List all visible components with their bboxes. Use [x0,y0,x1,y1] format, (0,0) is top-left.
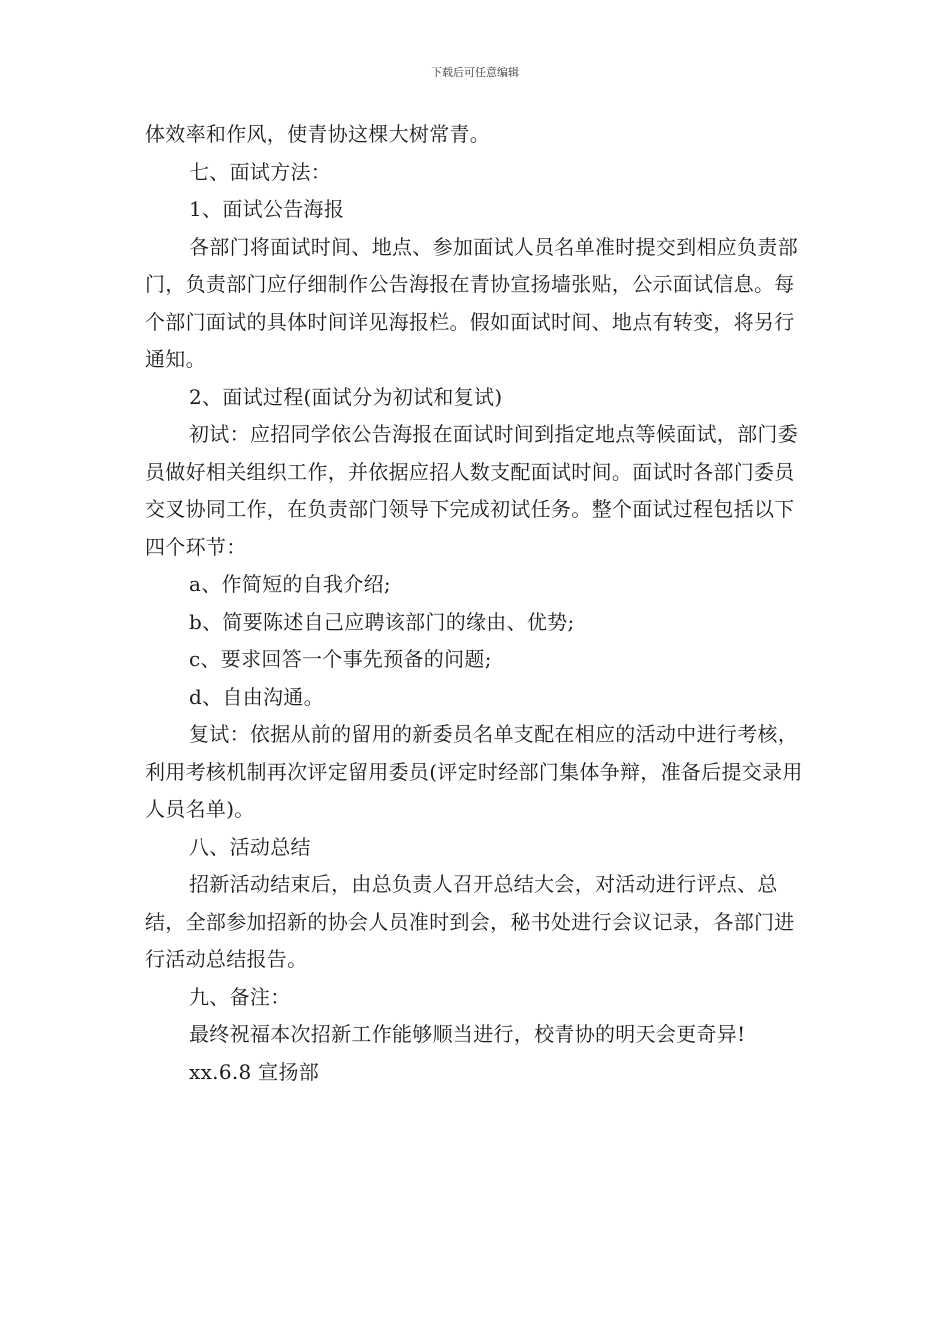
list-item-d: d、自由沟通。 [189,684,324,709]
paragraph-closing-wish: 最终祝福本次招新工作能够顺当进行，校青协的明天会更奇异! [189,1022,746,1046]
list-item-b: b、简要陈述自己应聘该部门的缘由、优势; [189,609,575,634]
paragraph-first-interview: 初试：应招同学依公告海报在面试时间到指定地点等候面试，部门委员做好相关组织工作，并依据应招人数支配面试时间。面试时各部门委员交叉协同工作，在负责部门领导下完成初试任务。整个面试过程包括以下四个环节： [145,422,798,559]
subheading-interview-process: 2、面试过程(面试分为初试和复试) [189,384,503,409]
signature-line: xx.6.8 宣扬部 [189,1059,320,1084]
subheading-interview-poster: 1、面试公告海报 [189,197,345,221]
page-header: 下载后可任意编辑 [431,66,519,79]
section-heading-summary: 八、活动总结 [189,834,311,859]
section-heading-interview-method: 七、面试方法： [189,159,332,184]
paragraph-second-interview: 复试：依据从前的留用的新委员名单支配在相应的活动中进行考核，利用考核机制再次评定留用委员(评定时经部门集体争辩，准备后提交录用人员名单)。 [145,722,803,821]
list-item-c: c、要求回答一个事先预备的问题; [189,647,492,671]
list-item-a: a、作简短的自我介绍; [189,572,391,596]
section-heading-notes: 九、备注： [189,984,291,1009]
paragraph-poster-details: 各部门将面试时间、地点、参加面试人员名单准时提交到相应负责部门，负责部门应仔细制作公告海报在青协宣扬墙张贴，公示面试信息。每个部门面试的具体时间详见海报栏。假如面试时间、地点有转变，将另行通知。 [145,234,798,371]
paragraph-continuation: 体效率和作风，使青协这棵大树常青。 [145,122,491,146]
document-body [145,116,813,1091]
paragraph-summary: 招新活动结束后，由总负责人召开总结大会，对活动进行评点、总结，全部参加招新的协会人员准时到会，秘书处进行会议记录，各部门进行活动总结报告。 [145,872,795,971]
